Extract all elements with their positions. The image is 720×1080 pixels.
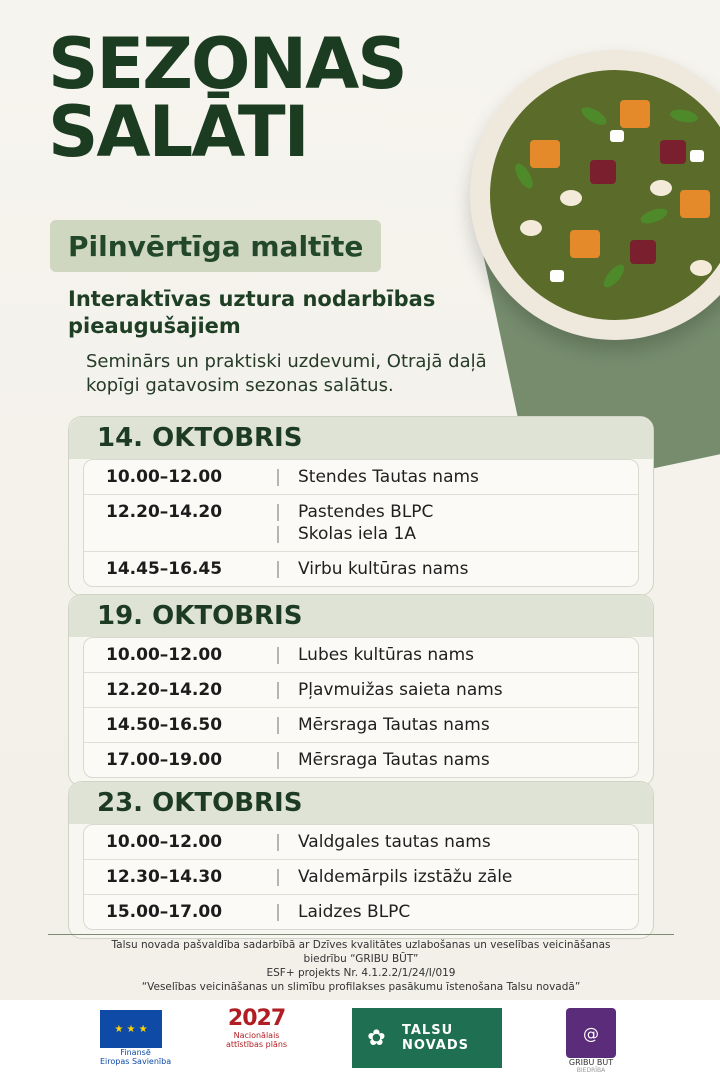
venue: Lubes kultūras nams bbox=[298, 645, 474, 665]
gribu-caption: GRIBU BŪT bbox=[568, 1058, 614, 1067]
venue: Mērsraga Tautas nams bbox=[298, 715, 490, 735]
time-slot: 12.30–14.30 bbox=[106, 867, 223, 887]
lead-text: Interaktīvas uztura nodarbības pieaugušajiem bbox=[68, 287, 436, 338]
schedule-row bbox=[84, 638, 638, 673]
schedule-day-2 bbox=[68, 594, 654, 787]
time-slot: 12.20–14.20 bbox=[106, 680, 223, 700]
talsu-emblem-icon: ✿ bbox=[367, 1025, 387, 1051]
talsu-text bbox=[402, 1023, 469, 1053]
schedule-row bbox=[84, 860, 638, 895]
schedule-rows bbox=[83, 824, 639, 930]
divider: | | bbox=[275, 502, 281, 544]
divider: | bbox=[275, 902, 281, 922]
time-slot: 10.00–12.00 bbox=[106, 645, 223, 665]
schedule-rows bbox=[83, 459, 639, 587]
spiral-icon: @ bbox=[566, 1008, 616, 1058]
schedule-day-1 bbox=[68, 416, 654, 596]
divider: | bbox=[275, 467, 281, 487]
talsu-line-1: TALSU bbox=[402, 1023, 454, 1038]
description-text: Seminārs un praktiski uzdevumi, Otrajā daļā kopīgi gatavosim sezonas salātus. bbox=[86, 351, 487, 396]
time-slot: 15.00–17.00 bbox=[106, 902, 223, 922]
talsu-novads-logo bbox=[352, 1008, 502, 1068]
plan-caption-2: attīstības plāns bbox=[226, 1040, 288, 1049]
schedule-row bbox=[84, 708, 638, 743]
day-date: 23. OKTOBRIS bbox=[69, 782, 653, 824]
plan-year: 2027 bbox=[227, 1006, 286, 1031]
venue: Valdemārpils izstāžu zāle bbox=[298, 867, 513, 887]
venue-address: Skolas iela 1A bbox=[298, 524, 417, 544]
divider: | bbox=[275, 559, 281, 579]
schedule-row bbox=[84, 552, 638, 586]
schedule-rows bbox=[83, 637, 639, 778]
eu-logo bbox=[100, 1010, 171, 1066]
schedule-row bbox=[84, 895, 638, 929]
schedule-day-3 bbox=[68, 781, 654, 939]
venue: Valdgales tautas nams bbox=[298, 832, 491, 852]
venue: Mērsraga Tautas nams bbox=[298, 750, 490, 770]
logo-bar bbox=[0, 1000, 720, 1080]
subtitle-badge: Pilnvērtīga maltīte bbox=[50, 220, 381, 272]
time-slot: 14.50–16.50 bbox=[106, 715, 223, 735]
schedule-row bbox=[84, 460, 638, 495]
time-slot: 10.00–12.00 bbox=[106, 467, 223, 487]
gribu-but-logo bbox=[566, 1008, 616, 1074]
footer-text bbox=[48, 938, 674, 994]
footer-line-2: biedrību “GRIBU BŪT” bbox=[303, 953, 419, 965]
divider: | bbox=[275, 750, 281, 770]
plan-logo bbox=[226, 1006, 287, 1049]
eu-caption-2: Eiropas Savienība bbox=[100, 1057, 172, 1066]
venue: Stendes Tautas nams bbox=[298, 467, 479, 487]
day-date: 19. OKTOBRIS bbox=[69, 595, 653, 637]
schedule-row bbox=[84, 825, 638, 860]
eu-flag-icon: ★ ★ ★ bbox=[100, 1010, 162, 1048]
venue bbox=[290, 501, 433, 545]
divider: | bbox=[275, 832, 281, 852]
time-slot: 14.45–16.45 bbox=[106, 559, 223, 579]
plan-caption-1: Nacionālais bbox=[233, 1031, 280, 1040]
divider: | bbox=[275, 867, 281, 887]
main-title bbox=[48, 23, 406, 173]
time-slot: 12.20–14.20 bbox=[106, 502, 223, 522]
venue: Virbu kultūras nams bbox=[298, 559, 469, 579]
time-slot: 17.00–19.00 bbox=[106, 750, 223, 770]
schedule-row bbox=[84, 743, 638, 777]
schedule-row bbox=[84, 673, 638, 708]
title-line-1: SEZONAS bbox=[48, 23, 406, 105]
eu-caption-1: Finansē bbox=[120, 1048, 151, 1057]
footer-divider bbox=[48, 934, 674, 935]
title-line-2: SALĀTI bbox=[48, 91, 308, 173]
divider: | bbox=[275, 645, 281, 665]
venue-name: Pastendes BLPC bbox=[298, 502, 434, 522]
divider: | bbox=[275, 715, 281, 735]
footer-line-4: “Veselības veicināšanas un slimību profilakses pasākumu īstenošana Talsu novadā” bbox=[141, 981, 581, 993]
footer-line-1: Talsu novada pašvaldība sadarbībā ar Dzīves kvalitātes uzlabošanas un veselības veicināšanas bbox=[111, 939, 611, 951]
talsu-line-2: NOVADS bbox=[402, 1038, 469, 1053]
time-slot: 10.00–12.00 bbox=[106, 832, 223, 852]
divider: | bbox=[275, 680, 281, 700]
schedule-row bbox=[84, 495, 638, 552]
day-date: 14. OKTOBRIS bbox=[69, 417, 653, 459]
venue: Pļavmuižas saieta nams bbox=[298, 680, 503, 700]
venue: Laidzes BLPC bbox=[298, 902, 411, 922]
gribu-subcaption: BIEDRĪBA bbox=[576, 1067, 606, 1074]
footer-line-3: ESF+ projekts Nr. 4.1.2.2/1/24/I/019 bbox=[266, 967, 456, 979]
